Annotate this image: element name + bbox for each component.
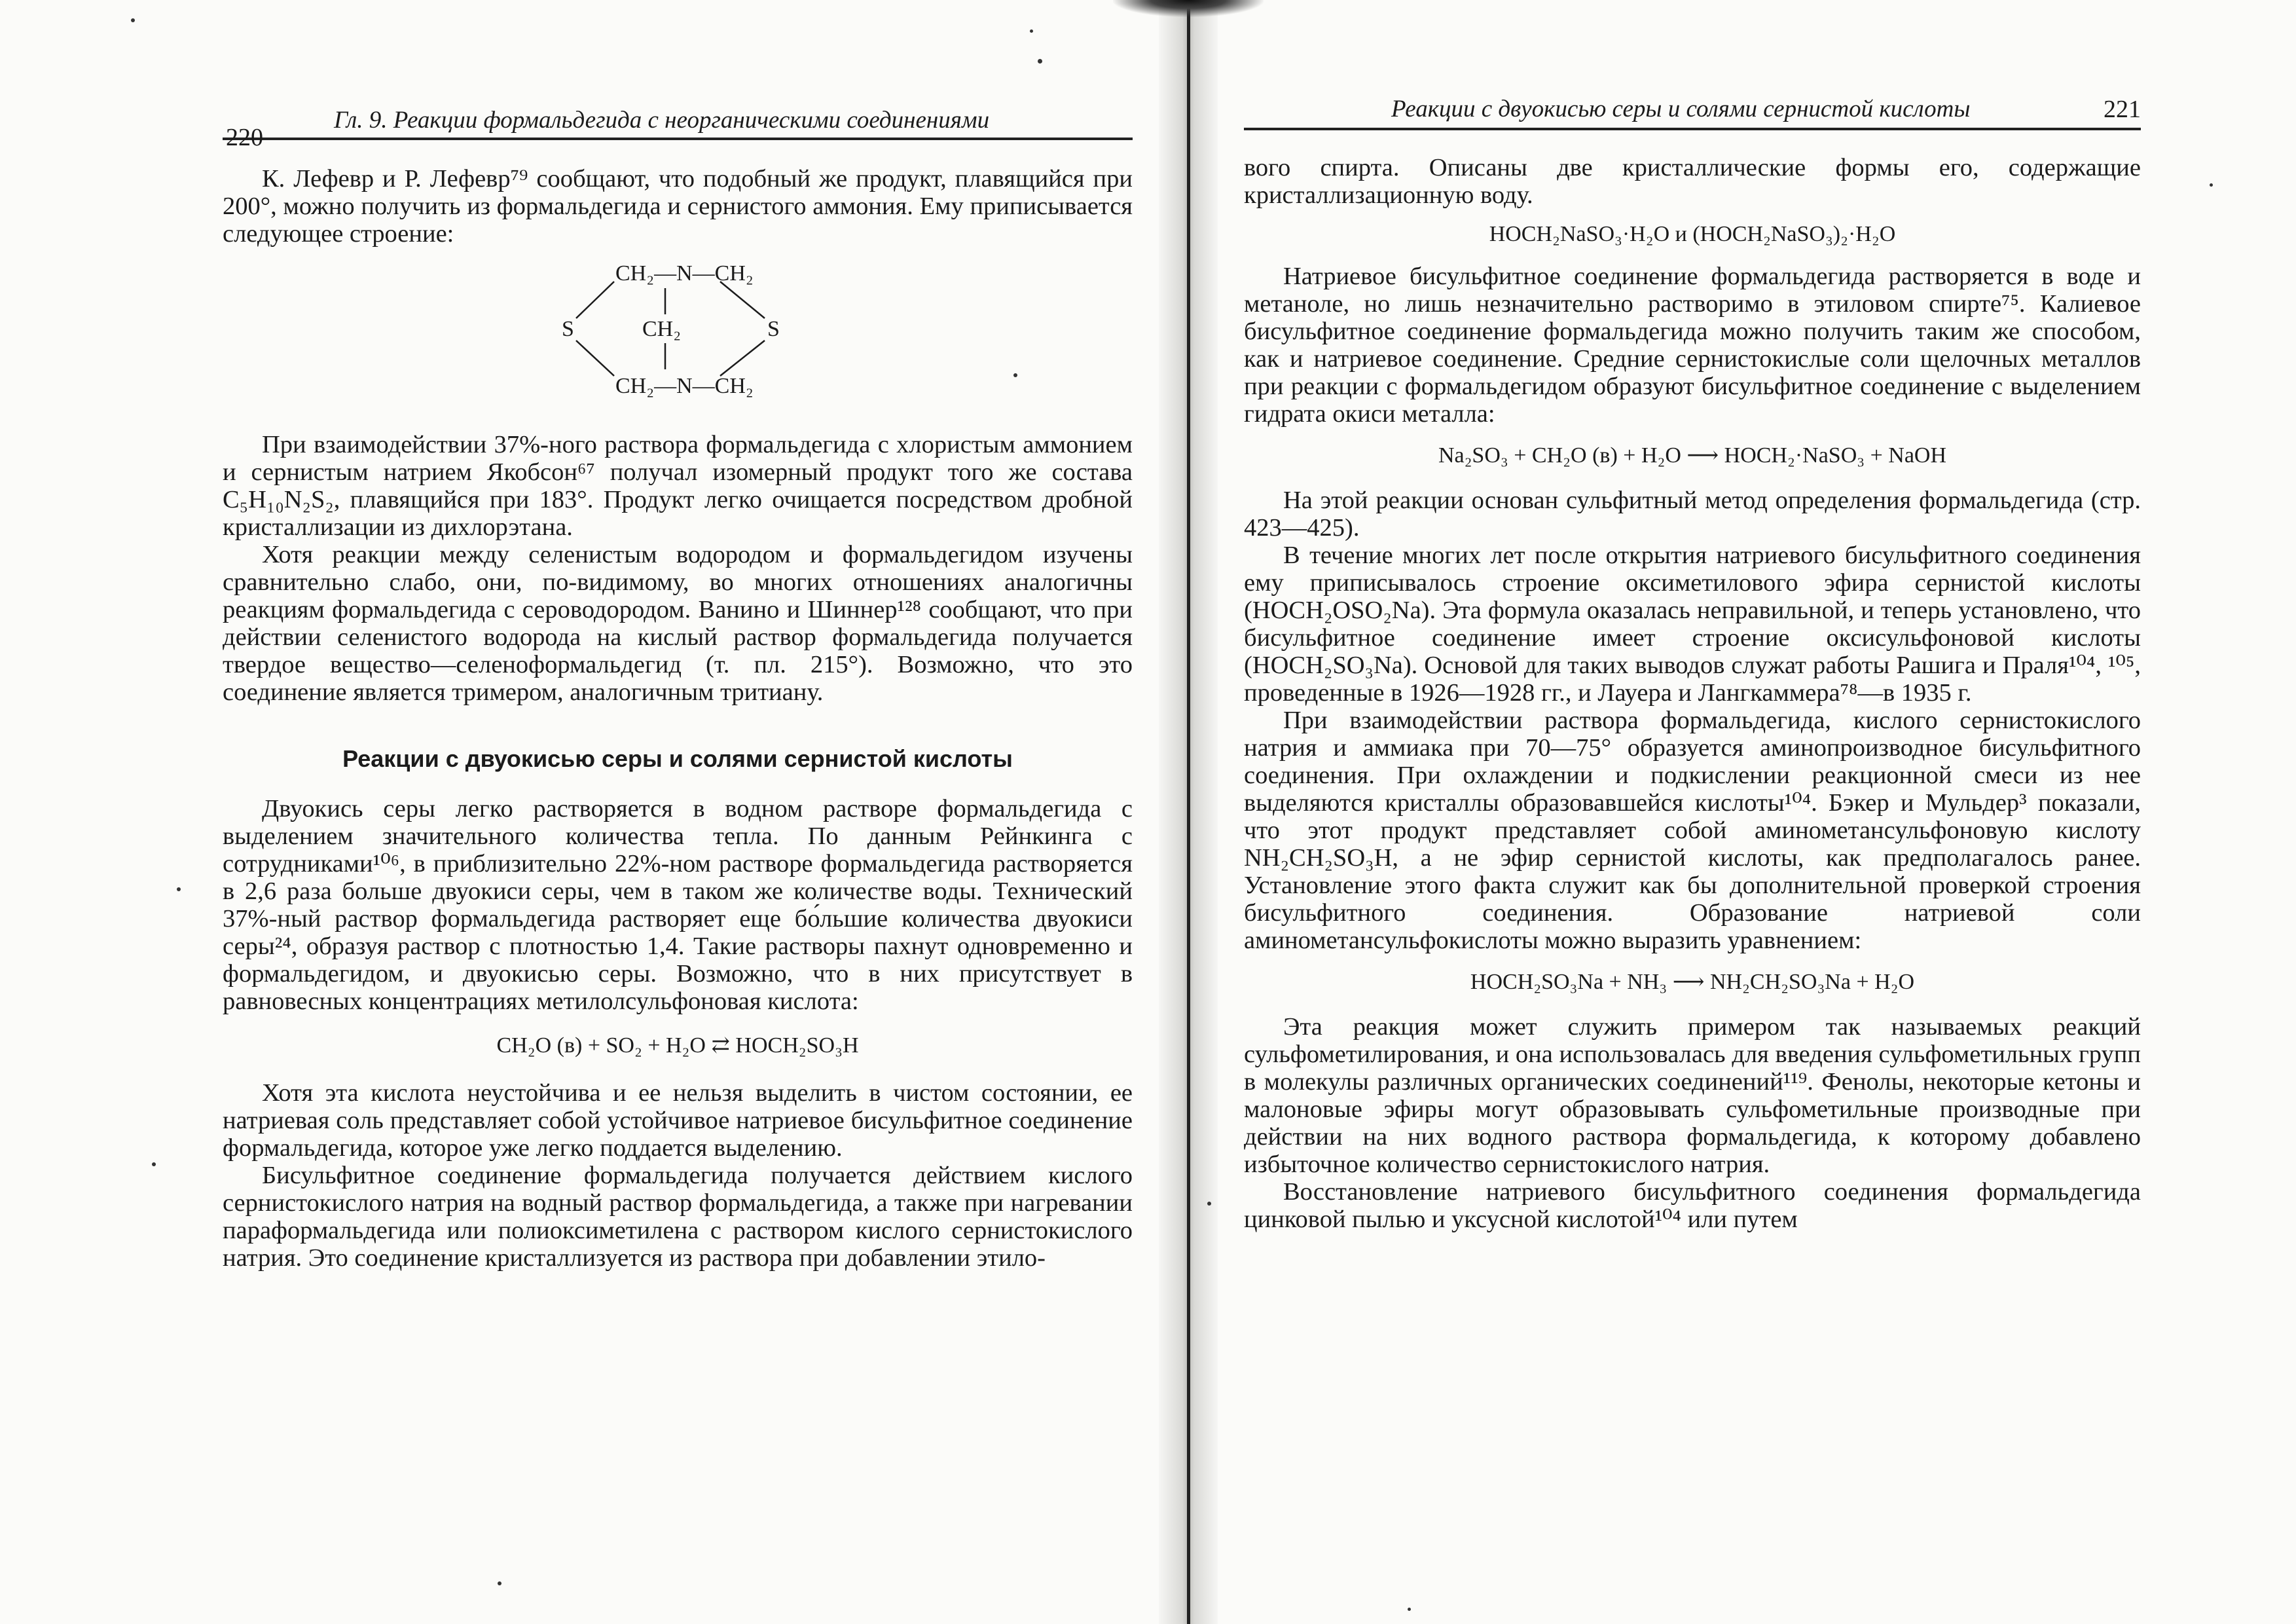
left-running-title: Гл. 9. Реакции формальдегида с неорганическими соединениями <box>334 107 990 134</box>
scan-speck <box>1408 1608 1411 1611</box>
gutter-line <box>1187 0 1190 1624</box>
left-page <box>223 0 1133 1624</box>
right-page-header <box>1244 95 2141 130</box>
left-paragraph-6: Бисульфитное соединение формальдегида получается действием кислого сернистокислого натрия на водный раствор формальдегида, а также при нагревании параформальдегида или полиоксиметилена с раствором кислого сернистокислого натрия. Это соединение кристаллизуется из раствора при добавлении этило- <box>223 1162 1133 1272</box>
left-page-number: 220 <box>226 124 263 151</box>
right-paragraph-1: вого спирта. Описаны две кристаллические формы его, содержащие кристаллизационную воду. <box>1244 154 2141 209</box>
structure-left-s: S <box>562 317 574 341</box>
left-paragraph-4: Двуокись серы легко растворяется в водном растворе формальдегида с выделением значительного количества тепла. По данным Рейнкинга с сотрудниками¹⁰⁶, в приблизительно 22%-ном растворе формальдегида растворяется в 2,6 раза больше двуокиси серы, чем в таком же количестве воды. Технический 37%-ный раствор формальдегида растворяет еще бо́льшие количества двуокиси серы²⁴, образуя раствор с плотностью 1,4. Такие растворы пахнут одновременно и формальдегидом, и двуокисью серы. Возможно, что в них присутствует в равновесных концентрациях метилолсульфоновая кислота: <box>223 795 1133 1015</box>
right-page <box>1244 0 2141 1624</box>
scan-speck <box>177 887 181 891</box>
right-paragraph-3: На этой реакции основан сульфитный метод определения формальдегида (стр. 423—425). <box>1244 487 2141 542</box>
scan-speck <box>2210 183 2213 187</box>
right-paragraph-6: Эта реакция может служить примером так называемых реакций сульфометилирования, и она использовалась для введения сульфометильных групп в молекулы различных органических соединений¹¹⁹. Фенолы, некоторые кетоны и малоновые эфиры могут образовывать сульфометильные производные при действии на них водного раствора формальдегида, к которому добавлено избыточное количество сернистокислого натрия. <box>1244 1013 2141 1178</box>
section-title: Реакции с двуокисью серы и солями сернистой кислоты <box>342 745 1013 772</box>
scan-speck <box>152 1162 156 1166</box>
right-page-number: 221 <box>2104 96 2141 123</box>
left-page-body <box>223 165 1133 1272</box>
scan-speck <box>1030 29 1033 33</box>
scan-speck <box>131 18 135 22</box>
right-running-title: Реакции с двуокисью серы и солями сернистой кислоты <box>1391 96 1971 122</box>
right-paragraph-4: В течение многих лет после открытия натриевого бисульфитного соединения ему приписывалось строение оксиметилового эфира сернистой кислоты (HOCH₂OSO₂Na). Эта формула оказалась неправильной, и теперь установлено, что бисульфитное соединение имеет строение оксисульфоновой кислоты (HOCH₂SO₃Na). Основой для таких выводов служат работы Рашига и Праля¹⁰⁴, ¹⁰⁵, проведенные в 1926—1928 гг., и Лауера и Лангкаммера⁷⁸—в 1935 г. <box>1244 542 2141 707</box>
structural-formula <box>223 248 1133 411</box>
left-paragraph-2: При взаимодействии 37%-ного раствора формальдегида с хлористым аммонием и сернистым натрием Якобсон⁶⁷ получал изомерный продукт того же состава C₅H₁₀N₂S₂, плавящийся при 183°. Продукт легко очищается посредством дробной кристаллизации из дихлорэтана. <box>223 431 1133 541</box>
right-page-body <box>1244 154 2141 1233</box>
right-paragraph-2: Натриевое бисульфитное соединение формальдегида растворяется в воде и метаноле, но лишь незначительно растворимо в этиловом спирте⁷⁵. Калиевое бисульфитное соединение формальдегида можно получить таким же способом, как и натриевое соединение. Средние сернистокислые соли щелочных металлов при реакции с формальдегидом образуют бисульфитное соединение с выделением гидрата окиси металла: <box>1244 263 2141 428</box>
scan-speck <box>1038 59 1042 64</box>
structural-formula-drawing <box>223 248 1133 411</box>
structure-right-s: S <box>767 317 780 341</box>
left-paragraph-5: Хотя эта кислота неустойчива и ее нельзя выделить в чистом состоянии, ее натриевая соль представляет собой устойчивое натриевое бисульфитное соединение формальдегида, которое уже легко поддается выделению. <box>223 1079 1133 1162</box>
right-formula-1: HOCH₂NaSO₃·H₂O и (HOCH₂NaSO₃)₂·H₂O <box>1489 222 1896 246</box>
left-paragraph-1: К. Лефевр и Р. Лефевр⁷⁹ сообщают, что подобный же продукт, плавящийся при 200°, можно получить из формальдегида и сернистого аммония. Ему приписывается следующее строение: <box>223 165 1133 248</box>
left-paragraph-3: Хотя реакции между селенистым водородом и формальдегидом изучены сравнительно слабо, они, по-видимому, во многих отношениях аналогичны реакциям формальдегида с сероводородом. Ванино и Шиннер¹²⁸ сообщают, что при действии селенистого водорода на кислый раствор формальдегида получается твердое вещество—селеноформальдегид (т. пл. 215°). Возможно, что это соединение является тримером, аналогичным тритиану. <box>223 541 1133 706</box>
right-paragraph-7: Восстановление натриевого бисульфитного соединения формальдегида цинковой пылью и уксусной кислотой¹⁰⁴ или путем <box>1244 1178 2141 1233</box>
structure-top: CH₂—N—CH₂ <box>615 261 754 286</box>
scan-speck <box>498 1581 501 1585</box>
left-equation: CH₂O (в) + SO₂ + H₂O ⇄ HOCH₂SO₃H <box>496 1033 859 1058</box>
structure-bottom: CH₂—N—CH₂ <box>615 374 754 398</box>
structure-middle: CH₂ <box>642 317 682 341</box>
right-paragraph-5: При взаимодействии раствора формальдегида, кислого сернистокислого натрия и аммиака при 70—75° образуется аминопроизводное бисульфитного соединения. При охлаждении и подкислении реакционной смеси из нее выделяются кристаллы образовавшейся кислоты¹⁰⁴. Бэкер и Мульдер³ показали, что этот продукт представляет собой аминометансульфоновую кислоту NH₂CH₂SO₃H, а не эфир сернистой кислоты, как предполагалось ранее. Установление этого факта служит как бы дополнительной проверкой строения бисульфитного соединения. Образование натриевой соли аминометансульфокислоты можно выразить уравнением: <box>1244 707 2141 954</box>
right-equation-2: Na₂SO₃ + CH₂O (в) + H₂O ⟶ HOCH₂·NaSO₃ + NaOH <box>1438 443 1947 468</box>
scan-speck <box>1013 373 1017 377</box>
scan-speck <box>1207 1202 1211 1206</box>
left-page-header <box>223 105 1133 151</box>
binding-shadow <box>1113 0 1264 17</box>
right-equation-3: HOCH₂SO₃Na + NH₃ ⟶ NH₂CH₂SO₃Na + H₂O <box>1470 970 1915 994</box>
